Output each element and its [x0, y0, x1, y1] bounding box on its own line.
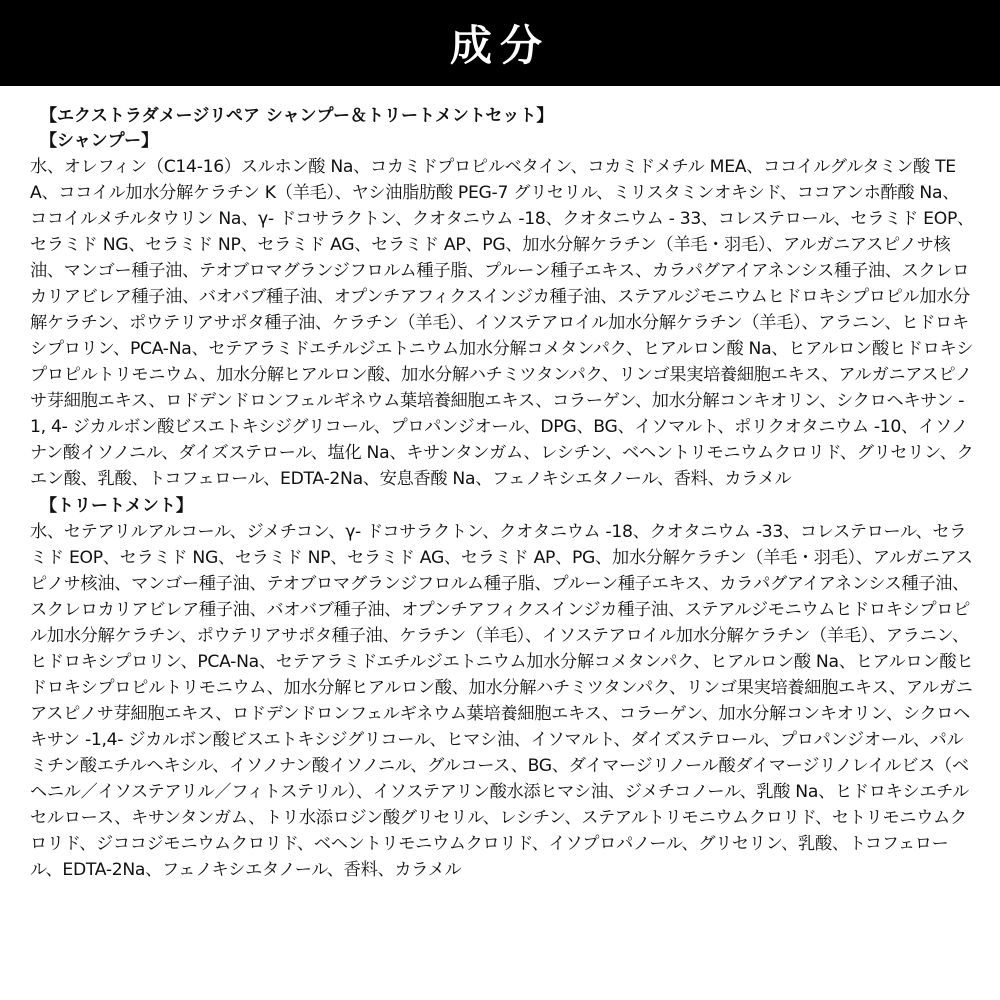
shampoo-heading: 【シャンプー】: [40, 131, 159, 151]
header-bar: [0, 0, 1000, 86]
treatment-section: [30, 494, 975, 883]
shampoo-section: [30, 129, 975, 492]
page-title: 成分: [449, 21, 550, 70]
ingredients-content: [30, 104, 975, 883]
shampoo-ingredients: 水、オレフィン（C14-16）スルホン酸 Na、コカミドプロピルベタイン、コカミドメチル MEA、ココイルグルタミン酸 TEA、ココイル加水分解ケラチン K（羊毛）、ヤシ油脂肪酸 PEG-7 グリセリル、ミリスタミンオキシド、ココアンホ酢酸 Na、ココイルメチルタウリン Na、γ- ドコサラクトン、クオタニウム -18、クオタニウム - 33、コレステロール、セラミド EOP、セラミド NG、セラミド NP、セラミド AG、セラミド AP、PG、加水分解ケラチン（羊毛・羽毛）、アルガニアスピノサ核油、マンゴー種子油、テオブロマグランジフロルム種子脂、プルーン種子エキス、カラパグアイアネンシス種子油、スクレロカリアビレア種子油、バオバブ種子油、オプンチアフィクスインジカ種子油、ステアルジモニウムヒドロキシプロピル加水分解ケラチン、ポウテリアサポタ種子油、ケラチン（羊毛）、イソステアロイル加水分解ケラチン（羊毛）、アラニン、ヒドロキシプロリン、PCA-Na、セテアラミドエチルジエトニウム加水分解コメタンパク、ヒアルロン酸 Na、ヒアルロン酸ヒドロキシプロピルトリモニウム、加水分解ヒアルロン酸、加水分解ハチミツタンパク、リンゴ果実培養細胞エキス、アルガニアスピノサ芽細胞エキス、ロドデンドロンフェルギネウム葉培養細胞エキス、コラーゲン、加水分解コンキオリン、シクロヘキサン -1, 4- ジカルボン酸ビスエトキシジグリコール、プロパンジオール、DPG、BG、イソマルト、ポリクオタニウム -10、イソノナン酸イソノニル、ダイズステロール、塩化 Na、キサンタンガム、レシチン、ベヘントリモニウムクロリド、グリセリン、クエン酸、乳酸、トコフェロール、EDTA-2Na、安息香酸 Na、フェノキシエタノール、香料、カラメル: [30, 157, 974, 489]
product-set-title: 【エクストラダメージリペア シャンプー＆トリートメントセット】: [40, 106, 554, 126]
treatment-ingredients: 水、セテアリルアルコール、ジメチコン、γ- ドコサラクトン、クオタニウム -18、クオタニウム -33、コレステロール、セラミド EOP、セラミド NG、セラミド NP、セラミド AG、セラミド AP、PG、加水分解ケラチン（羊毛・羽毛）、アルガニアスピノサ核油、マンゴー種子油、テオブロマグランジフロルム種子脂、プルーン種子エキス、カラパグアイアネンシス種子油、スクレロカリアビレア種子油、バオバブ種子油、オプンチアフィクスインジカ種子油、ステアルジモニウムヒドロキシプロピル加水分解ケラチン、ポウテリアサポタ種子油、ケラチン（羊毛）、イソステアロイル加水分解ケラチン（羊毛）、アラニン、ヒドロキシプロリン、PCA-Na、セテアラミドエチルジエトニウム加水分解コメタンパク、ヒアルロン酸 Na、ヒアルロン酸ヒドロキシプロピルトリモニウム、加水分解ヒアルロン酸、加水分解ハチミツタンパク、リンゴ果実培養細胞エキス、アルガニアスピノサ芽細胞エキス、ロドデンドロンフェルギネウム葉培養細胞エキス、コラーゲン、加水分解コンキオリン、シクロヘキサン -1,4- ジカルボン酸ビスエトキシジグリコール、ヒマシ油、イソマルト、ダイズステロール、プロパンジオール、パルミチン酸エチルヘキシル、イソノナン酸イソノニル、グルコース、BG、ダイマージリノール酸ダイマージリノレイルビス（ベヘニル／イソステアリル／フィトステリル）、イソステアリン酸水添ヒマシ油、ジメチコノール、乳酸 Na、ヒドロキシエチルセルロース、キサンタンガム、トリ水添ロジン酸グリセリル、レシチン、ステアルトリモニウムクロリド、セトリモニウムクロリド、ジココジモニウムクロリド、ベヘントリモニウムクロリド、イソプロパノール、グリセリン、乳酸、トコフェロール、EDTA-2Na、フェノキシエタノール、香料、カラメル: [30, 522, 974, 880]
treatment-heading: 【トリートメント】: [40, 496, 193, 516]
